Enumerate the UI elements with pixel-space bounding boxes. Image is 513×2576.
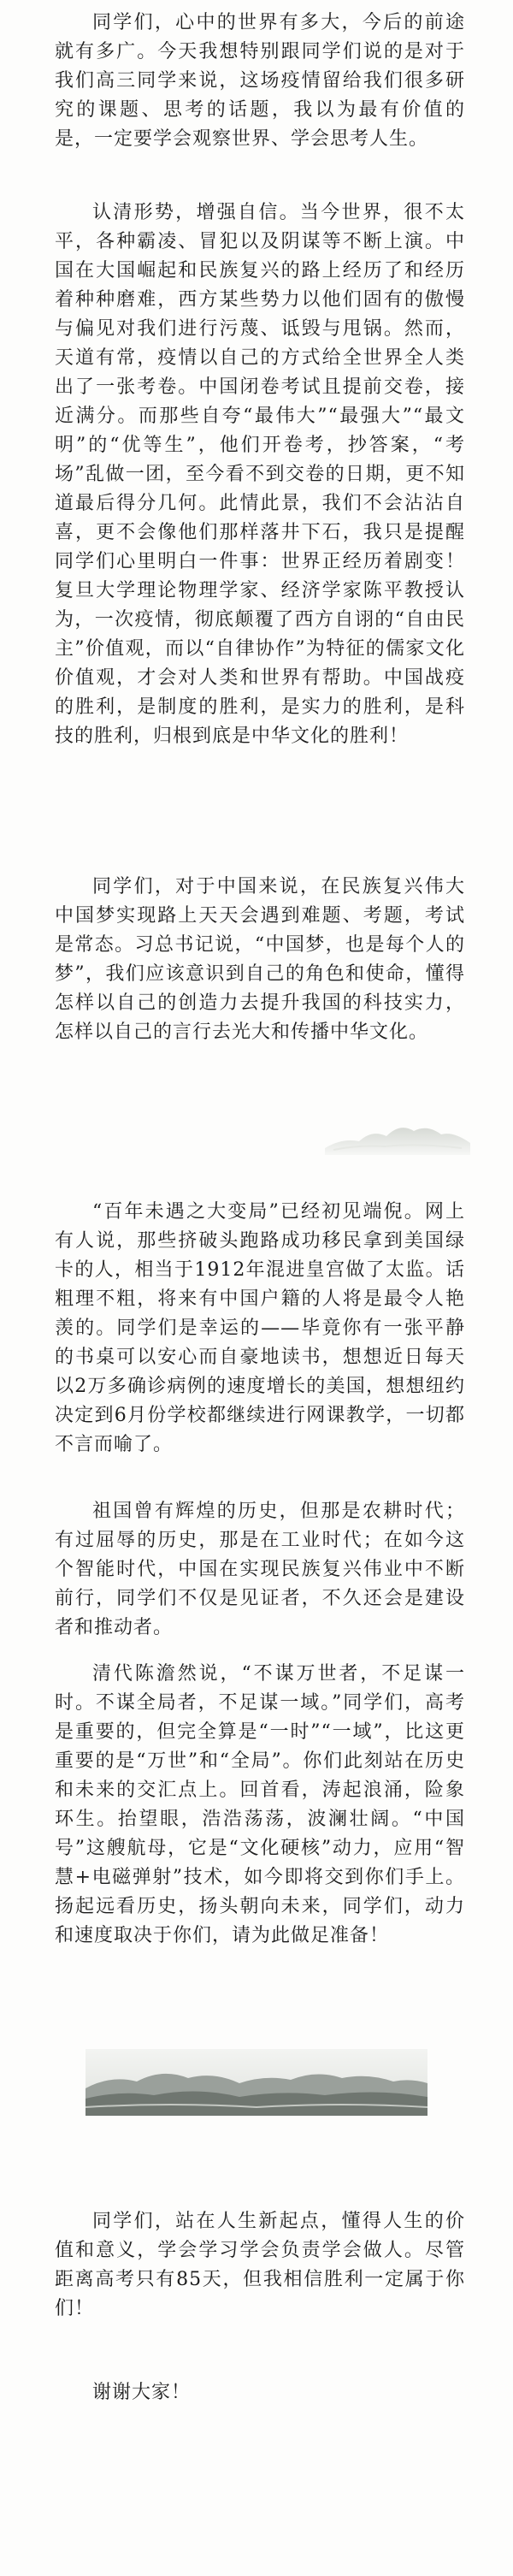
paragraph-conclusion: 同学们，站在人生新起点，懂得人生的价值和意义，学会学习学会负责学会做人。尽管距离高考只有85天，但我相信胜利一定属于你们！ (55, 2211, 465, 2319)
paragraph-china-dream: 同学们，对于中国来说，在民族复兴伟大中国梦实现路上天天会遇到难题、考题，考试是常态。习总书记说，“中国梦，也是每个人的梦”，我们应该意识到自己的角色和使命，懂得怎样以自己的创造力去提升我国的科技实力，怎样以自己的言行去光大和传播中华文化。 (55, 876, 465, 1043)
ink-landscape-banner-image (86, 2049, 428, 2116)
paragraph-vision: 清代陈澹然说，“不谋万世者，不足谋一时。不谋全局者，不足谋一域。”同学们，高考是重要的，但完全算是“一时”“一域”，比这更重要的是“万世”和“全局”。你们此刻站在历史和未来的交汇点上。回首看，涛起浪涌，险象环生。抬望眼，浩浩荡荡，波澜壮阔。“中国号”这艘航母，它是“文化硬核”动力，应用“智慧+电磁弹射”技术，如今即将交到你们手上。扬起远看历史，扬头朝向未来，同学们，动力和速度取决于你们，请为此做足准备！ (55, 1663, 465, 1946)
paragraph-great-change: “百年未遇之大变局”已经初见端倪。网上有人说，那些挤破头跑路成功移民拿到美国绿卡的人，相当于1912年混进皇宫做了太监。话粗理不粗，将来有中国户籍的人将是最令人艳羡的。同学们是幸运的——毕竟你有一张平静的书桌可以安心而自豪地读书，想想近日每天以2万多确诊病例的速度增长的美国，想想纽约决定到6月份学校都继续进行网课教学，一切都不言而喻了。 (55, 1201, 465, 1455)
ink-mountain-small-image (325, 1112, 470, 1155)
paragraph-intro: 同学们，心中的世界有多大，今后的前途就有多广。今天我想特别跟同学们说的是对于我们高三同学来说，这场疫情留给我们很多研究的课题、思考的话题，我以为最有价值的是，一定要学会观察世界、学会思考人生。 (55, 12, 465, 150)
paragraph-situation: 认清形势，增强自信。当今世界，很不太平，各种霸凌、冒犯以及阴谋等不断上演。中国在大国崛起和民族复兴的路上经历了和经历着种种磨难，西方某些势力以他们固有的傲慢与偏见对我们进行污蔑、诋毁与甩锅。然而，天道有常，疫情以自己的方式给全世界全人类出了一张考卷。中国闭卷考试且提前交卷，接近满分。而那些自夸“最伟大”“最强大”“最文明”的“优等生”，他们开卷考，抄答案，“考场”乱做一团，至今看不到交卷的日期，更不知道最后得分几何。此情此景，我们不会沾沾自喜，更不会像他们那样落井下石，我只是提醒同学们心里明白一件事：世界正经历着剧变！复旦大学理论物理学家、经济学家陈平教授认为，一次疫情，彻底颠覆了西方自诩的“自由民主”价值观，而以“自律协作”为特征的儒家文化价值观，才会对人类和世界有帮助。中国战疫的胜利，是制度的胜利，是实力的胜利，是科技的胜利，归根到底是中华文化的胜利！ (55, 202, 465, 747)
closing-thanks: 谢谢大家！ (92, 2382, 192, 2403)
paragraph-history: 祖国曾有辉煌的历史，但那是农耕时代；有过屈辱的历史，那是在工业时代；在如今这个智能时代，中国在实现民族复兴伟业中不断前行，同学们不仅是见证者，不久还会是建设者和推动者。 (55, 1501, 465, 1638)
